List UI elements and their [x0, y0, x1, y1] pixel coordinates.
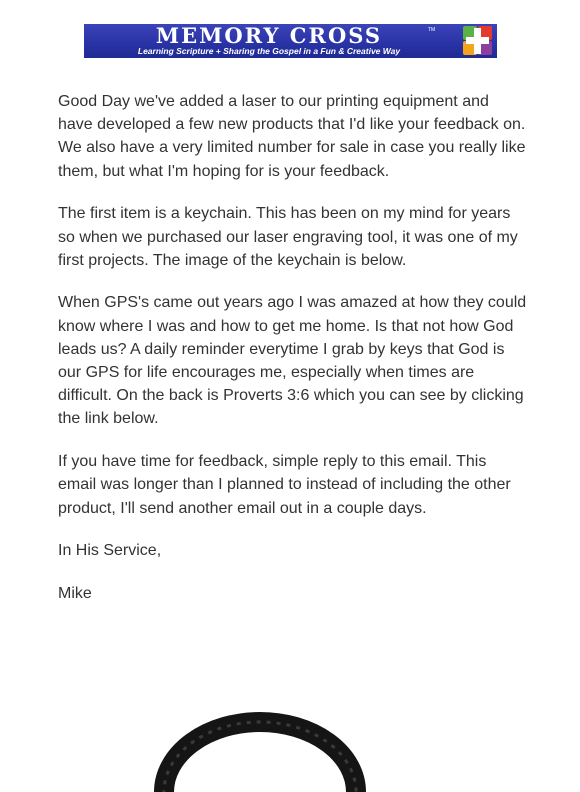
paragraph-feedback: If you have time for feedback, simple reply to this email. This email was longer than I planned to instead of including the other product, I'll send another email out in a couple days.: [58, 453, 511, 517]
paragraph-keychain: The first item is a keychain. This has been on my mind for years so when we purchased our laser engraving tool, it was one of my first projects. The image of the keychain is below.: [58, 205, 518, 269]
signature: Mike: [58, 584, 92, 602]
paragraph-intro: Good Day we've added a laser to our printing equipment and have developed a few new products that I'd like your feedback on. We also have a very limited number for sale in case you really like them, but what I'm hoping for is your feedback.: [58, 93, 526, 180]
trademark-mark: TM: [428, 27, 436, 33]
brand-tagline: Learning Scripture + Sharing the Gospel in a Fun & Creative Way: [137, 46, 401, 56]
memory-cross-banner[interactable]: [84, 24, 497, 58]
cross-logo-icon: [457, 24, 497, 58]
paragraph-gps: When GPS's came out years ago I was amazed at how they could know where I was and how to get me home. Is that not how God leads us? A daily reminder everytime I grab by keys that God is our GPS for life encourages me, especially when times are difficult. On the back is Proverts 3:6 which you can see by clicking the link below.: [58, 294, 527, 428]
signoff: In His Service,: [58, 542, 162, 560]
email-body: [58, 90, 528, 625]
brand-name: MEMORY CROSS: [155, 24, 383, 48]
keychain-image[interactable]: [140, 712, 380, 792]
